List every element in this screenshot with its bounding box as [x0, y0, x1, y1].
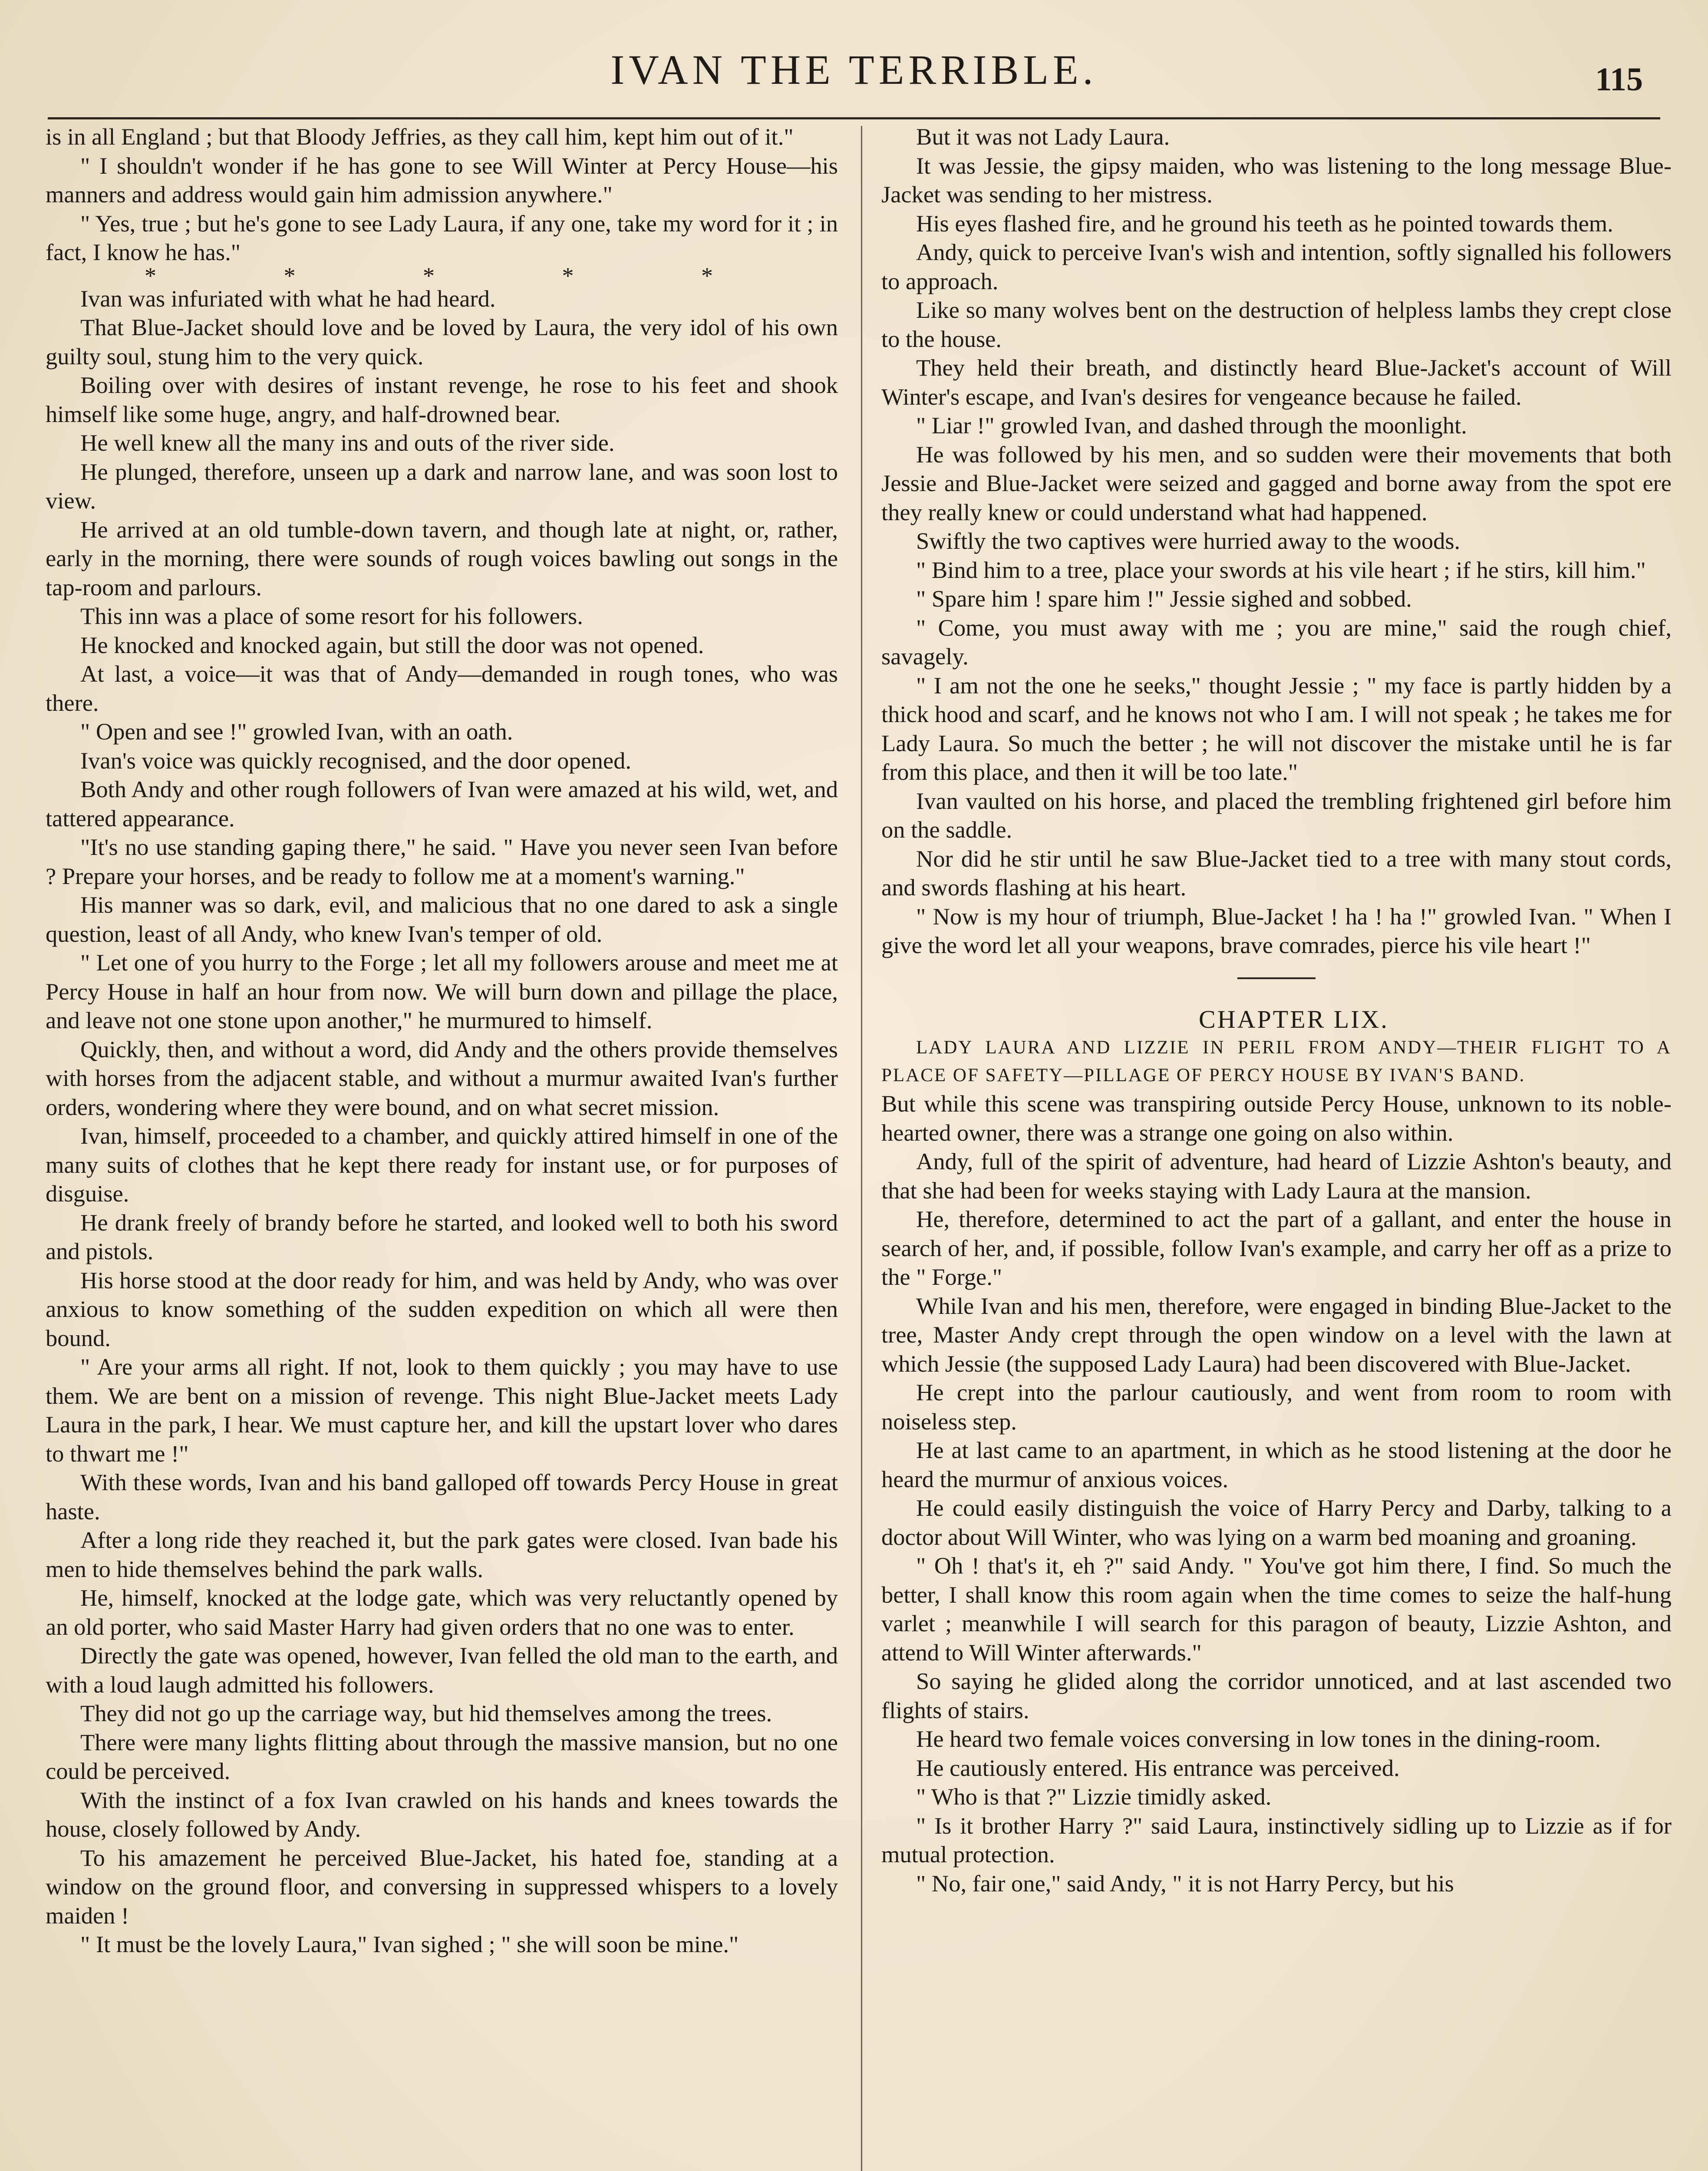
- paragraph: After a long ride they reached it, but the park gates were closed. Ivan bade his men to hide themselves behind the park walls.: [46, 1527, 838, 1582]
- paragraph: " Who is that ?" Lizzie timidly asked.: [916, 1783, 1272, 1810]
- chapter-summary: LADY LAURA AND LIZZIE IN PERIL FROM ANDY—THEIR FLIGHT TO A PLACE OF SAFETY—PILLAGE OF PERCY HOUSE BY IVAN'S BAND.: [881, 1037, 1672, 1086]
- paragraph: They held their breath, and distinctly heard Blue-Jacket's account of Will Winter's escape, and Ivan's desires for vengeance because he failed.: [881, 354, 1672, 410]
- paragraph: So saying he glided along the corridor unnoticed, and at last ascended two flights of stairs.: [881, 1668, 1672, 1723]
- paragraph: " Yes, true ; but he's gone to see Lady Laura, if any one, take my word for it ; in fact, I know he has.": [46, 210, 838, 265]
- paragraph: He drank freely of brandy before he started, and looked well to both his sword and pistols.: [46, 1209, 838, 1264]
- column-divider: [861, 126, 862, 2171]
- running-title: IVAN THE TERRIBLE.: [610, 46, 1098, 93]
- page-number: 115: [1595, 61, 1643, 98]
- paragraph: While Ivan and his men, therefore, were engaged in binding Blue-Jacket to the tree, Master Andy crept through the open window on a level with the lawn at which Jessie (the supposed Lady Laura) had been discovered with Blue-Jacket.: [881, 1292, 1672, 1377]
- paragraph: Swiftly the two captives were hurried away to the woods.: [916, 528, 1461, 554]
- paragraph: Both Andy and other rough followers of Ivan were amazed at his wild, wet, and tattered appearance.: [46, 776, 838, 831]
- paragraph: " Let one of you hurry to the Forge ; let all my followers arouse and meet me at Percy House in half an hour from now. We will burn down and pillage the place, and leave not one stone upon another," he murmured to himself.: [46, 949, 838, 1033]
- paragraph: He crept into the parlour cautiously, and went from room to room with noiseless step.: [881, 1379, 1672, 1435]
- paragraph: He could easily distinguish the voice of Harry Percy and Darby, talking to a doctor about Will Winter, who was lying on a warm bed moaning and groaning.: [881, 1495, 1672, 1550]
- paragraph: He at last came to an apartment, in which as he stood listening at the door he heard the murmur of anxious voices.: [881, 1437, 1672, 1492]
- paragraph: He, himself, knocked at the lodge gate, which was very reluctantly opened by an old porter, who said Master Harry had given orders that no one was to enter.: [46, 1584, 838, 1640]
- left-column: [46, 122, 838, 2171]
- paragraph: " Oh ! that's it, eh ?" said Andy. " You've got him there, I find. So much the better, I shall know this room again when the time comes to seize the half-hung varlet ; meanwhile I will search for this paragon of beauty, Lizzie Ashton, and attend to Will Winter afterwards.": [881, 1552, 1672, 1666]
- paragraph: It was Jessie, the gipsy maiden, who was listening to the long message Blue-Jacket was sending to her mistress.: [881, 152, 1672, 208]
- paragraph: " No, fair one," said Andy, " it is not Harry Percy, but his: [916, 1870, 1454, 1897]
- chapter-heading: CHAPTER LIX.: [1199, 1005, 1389, 1033]
- paragraph: " I shouldn't wonder if he has gone to see Will Winter at Percy House—his manners and address would gain him admission anywhere.": [46, 152, 838, 208]
- paragraph: "It's no use standing gaping there," he said. " Have you never seen Ivan before ? Prepare your horses, and be ready to follow me at a moment's warning.": [46, 834, 838, 889]
- paragraph: " I am not the one he seeks," thought Jessie ; " my face is partly hidden by a thick hood and scarf, and he knows not who I am. I will not speak ; he takes me for Lady Laura. So much the better ; he will not discover the mistake until he is far from this place, and then it will be too late.": [881, 672, 1672, 785]
- paragraph: " Open and see !" growled Ivan, with an oath.: [80, 718, 513, 745]
- paragraph: " Are your arms all right. If not, look to them quickly ; you may have to use them. We are bent on a mission of revenge. This night Blue-Jacket meets Lady Laura in the park, I hear. We must capture her, and kill the upstart lover who dares to thwart me !": [46, 1353, 838, 1467]
- paragraph: His horse stood at the door ready for him, and was held by Andy, who was over anxious to know something of the sudden expedition on which all were then bound.: [46, 1267, 838, 1351]
- paragraph: Like so many wolves bent on the destruction of helpless lambs they crept close to the house.: [881, 297, 1672, 352]
- paragraph: Andy, quick to perceive Ivan's wish and intention, softly signalled his followers to approach.: [881, 239, 1672, 294]
- paragraph: But while this scene was transpiring outside Percy House, unknown to its noble-hearted owner, there was a strange one going on also within.: [881, 1090, 1672, 1146]
- paragraph: To his amazement he perceived Blue-Jacket, his hated foe, standing at a window on the ground floor, and conversing in suppressed whispers to a lovely maiden !: [46, 1844, 838, 1929]
- chapter-separator-rule: [1237, 977, 1316, 979]
- paragraph: Directly the gate was opened, however, Ivan felled the old man to the earth, and with a loud laugh admitted his followers.: [46, 1642, 838, 1698]
- paragraph: He arrived at an old tumble-down tavern, and though late at night, or, rather, early in the morning, there were sounds of rough voices bawling out songs in the tap-room and parlours.: [46, 516, 838, 600]
- paragraph: He cautiously entered. His entrance was perceived.: [916, 1754, 1400, 1781]
- paragraph: Ivan vaulted on his horse, and placed the trembling frightened girl before him on the saddle.: [881, 787, 1672, 843]
- paragraph: Quickly, then, and without a word, did Andy and the others provide themselves with horses from the adjacent stable, and without a murmur awaited Ivan's further orders, wondering where they were bound, and on what secret mission.: [46, 1036, 838, 1120]
- paragraph: is in all England ; but that Bloody Jeffries, as they call him, kept him out of it.": [46, 123, 794, 150]
- paragraph: His eyes flashed fire, and he ground his teeth as he pointed towards them.: [916, 210, 1613, 237]
- paragraph: " Is it brother Harry ?" said Laura, instinctively sidling up to Lizzie as if for mutual protection.: [881, 1812, 1672, 1867]
- paragraph: They did not go up the carriage way, but hid themselves among the trees.: [80, 1700, 772, 1726]
- paragraph: He knocked and knocked again, but still the door was not opened.: [80, 631, 704, 658]
- paragraph: Ivan's voice was quickly recognised, and the door opened.: [80, 747, 631, 774]
- paragraph: This inn was a place of some resort for his followers.: [80, 603, 583, 629]
- paragraph: He, therefore, determined to act the part of a gallant, and enter the house in search of her, and, if possible, follow Ivan's example, and carry her off as a prize to the " Forge.": [881, 1206, 1672, 1290]
- paragraph: Ivan, himself, proceeded to a chamber, and quickly attired himself in one of the many suits of clothes that he kept there ready for instant use, or for purposes of disguise.: [46, 1122, 838, 1207]
- paragraph: " It must be the lovely Laura," Ivan sighed ; " she will soon be mine.": [80, 1931, 739, 1957]
- paragraph: " Bind him to a tree, place your swords at his vile heart ; if he stirs, kill him.": [916, 556, 1646, 583]
- paragraph: He heard two female voices conversing in low tones in the dining-room.: [916, 1726, 1601, 1752]
- paragraph: He well knew all the many ins and outs of the river side.: [80, 429, 615, 456]
- paragraph: His manner was so dark, evil, and malicious that no one dared to ask a single question, least of all Andy, who knew Ivan's temper of old.: [46, 891, 838, 947]
- paragraph: With the instinct of a fox Ivan crawled on his hands and knees towards the house, closely followed by Andy.: [46, 1786, 838, 1842]
- paragraph: He was followed by his men, and so sudden were their movements that both Jessie and Blue-Jacket were seized and gagged and borne away from the spot ere they really knew or could understand what had happened.: [881, 441, 1672, 525]
- paragraph: With these words, Ivan and his band galloped off towards Percy House in great haste.: [46, 1469, 838, 1524]
- paragraph: That Blue-Jacket should love and be loved by Laura, the very idol of his own guilty soul, stung him to the very quick.: [46, 314, 838, 370]
- paragraph: There were many lights flitting about through the massive mansion, but no one could be perceived.: [46, 1729, 838, 1784]
- paragraph: " Now is my hour of triumph, Blue-Jacket ! ha ! ha !" growled Ivan. " When I give the word let all your weapons, brave comrades, pierce his vile heart !": [881, 903, 1672, 958]
- paragraph: " Come, you must away with me ; you are mine," said the rough chief, savagely.: [881, 614, 1672, 670]
- paragraph: Andy, full of the spirit of adventure, had heard of Lizzie Ashton's beauty, and that she had been for weeks staying with Lady Laura at the mansion.: [881, 1148, 1672, 1204]
- paragraph: At last, a voice—it was that of Andy—demanded in rough tones, who was there.: [46, 660, 838, 716]
- paragraph: Boiling over with desires of instant revenge, he rose to his feet and shook himself like some huge, angry, and half-drowned bear.: [46, 372, 838, 427]
- paragraph: But it was not Lady Laura.: [916, 123, 1170, 150]
- paragraph: Ivan was infuriated with what he had heard.: [80, 285, 496, 312]
- header-rule: [48, 117, 1660, 119]
- paragraph: He plunged, therefore, unseen up a dark and narrow lane, and was soon lost to view.: [46, 458, 838, 514]
- paragraph: " Liar !" growled Ivan, and dashed through the moonlight.: [916, 412, 1467, 439]
- right-column: [881, 122, 1672, 2171]
- section-break-asterisks: * * * * *: [145, 262, 774, 289]
- paragraph: Nor did he stir until he saw Blue-Jacket tied to a tree with many stout cords, and swords flashing at his heart.: [881, 845, 1672, 901]
- paragraph: " Spare him ! spare him !" Jessie sighed and sobbed.: [916, 585, 1412, 612]
